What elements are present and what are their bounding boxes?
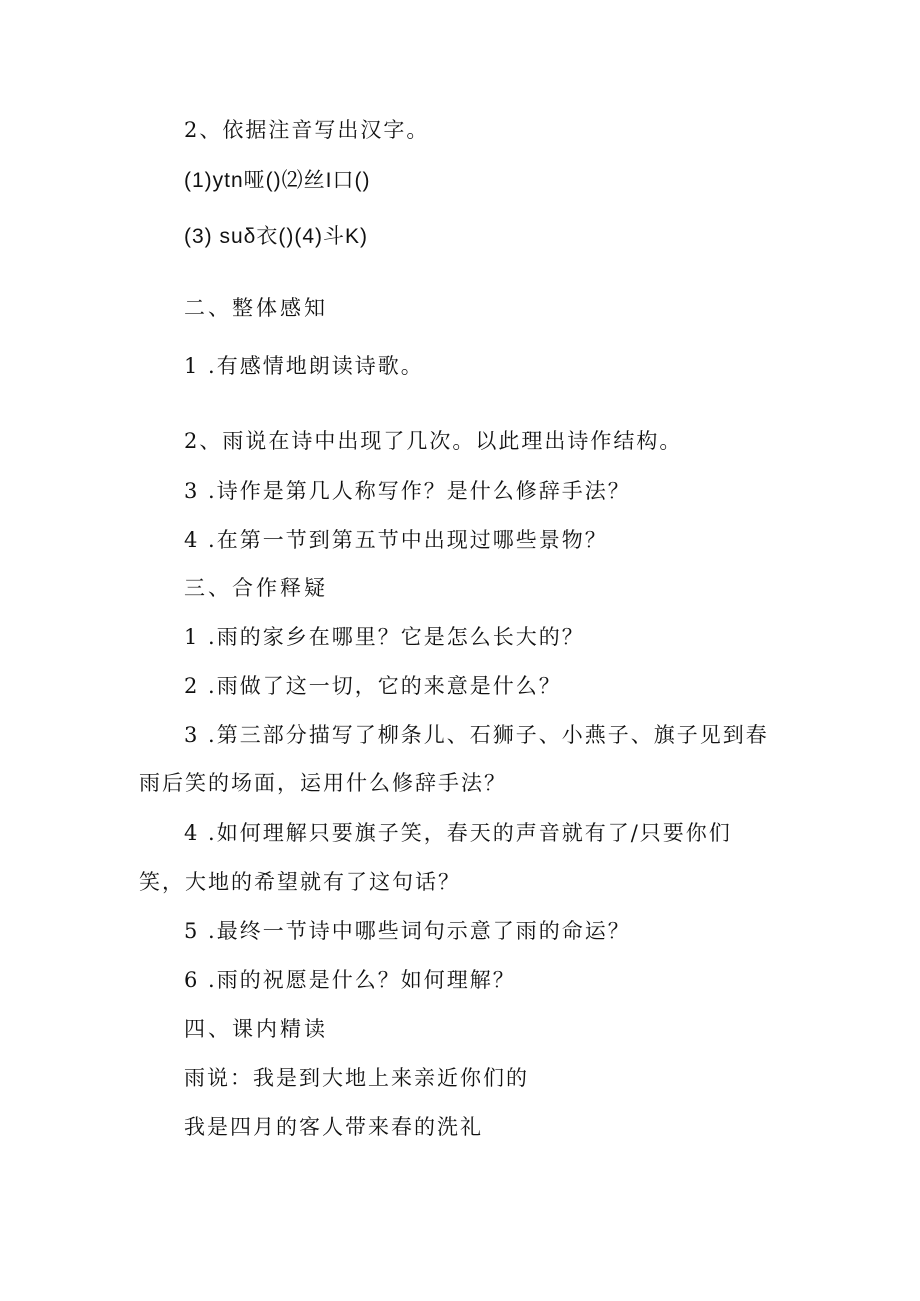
text-line-17: 6 .雨的祝愿是什么？如何理解？ bbox=[184, 968, 516, 992]
text-line-5: 1 .有感情地朗读诗歌。 bbox=[184, 354, 424, 378]
section-heading-2: 二、整体感知 bbox=[184, 296, 328, 320]
text-line-7: 3 .诗作是第几人称写作？是什么修辞手法？ bbox=[184, 479, 631, 503]
text-line-12: 3 .第三部分描写了柳条儿、石狮子、小燕子、旗子见到春 bbox=[184, 723, 769, 747]
text-line-10: 1 .雨的家乡在哪里？它是怎么长大的？ bbox=[184, 625, 585, 649]
section-heading-3: 三、合作释疑 bbox=[184, 576, 328, 600]
text-line-2: (1)ytn哑()⑵丝I口() bbox=[184, 169, 371, 192]
text-line-1: 2、依据注音写出汉字。 bbox=[184, 118, 430, 142]
section-heading-4: 四、课内精读 bbox=[184, 1017, 328, 1041]
text-line-14: 4 .如何理解只要旗子笑，春天的声音就有了/只要你们 bbox=[184, 821, 732, 845]
text-line-3: (3) suδ衣()(4)斗K) bbox=[184, 225, 369, 248]
text-line-6: 2、雨说在诗中出现了几次。以此理出诗作结构。 bbox=[184, 429, 683, 453]
text-line-8: 4 .在第一节到第五节中出现过哪些景物？ bbox=[184, 528, 608, 552]
text-line-15: 笑，大地的希望就有了这句话？ bbox=[139, 870, 461, 894]
text-line-13: 雨后笑的场面，运用什么修辞手法？ bbox=[139, 771, 507, 795]
text-line-11: 2 .雨做了这一切，它的来意是什么？ bbox=[184, 674, 562, 698]
text-line-20: 我是四月的客人带来春的洗礼 bbox=[184, 1115, 483, 1139]
text-line-19: 雨说：我是到大地上来亲近你们的 bbox=[184, 1066, 529, 1090]
text-line-16: 5 .最终一节诗中哪些词句示意了雨的命运？ bbox=[184, 919, 631, 943]
